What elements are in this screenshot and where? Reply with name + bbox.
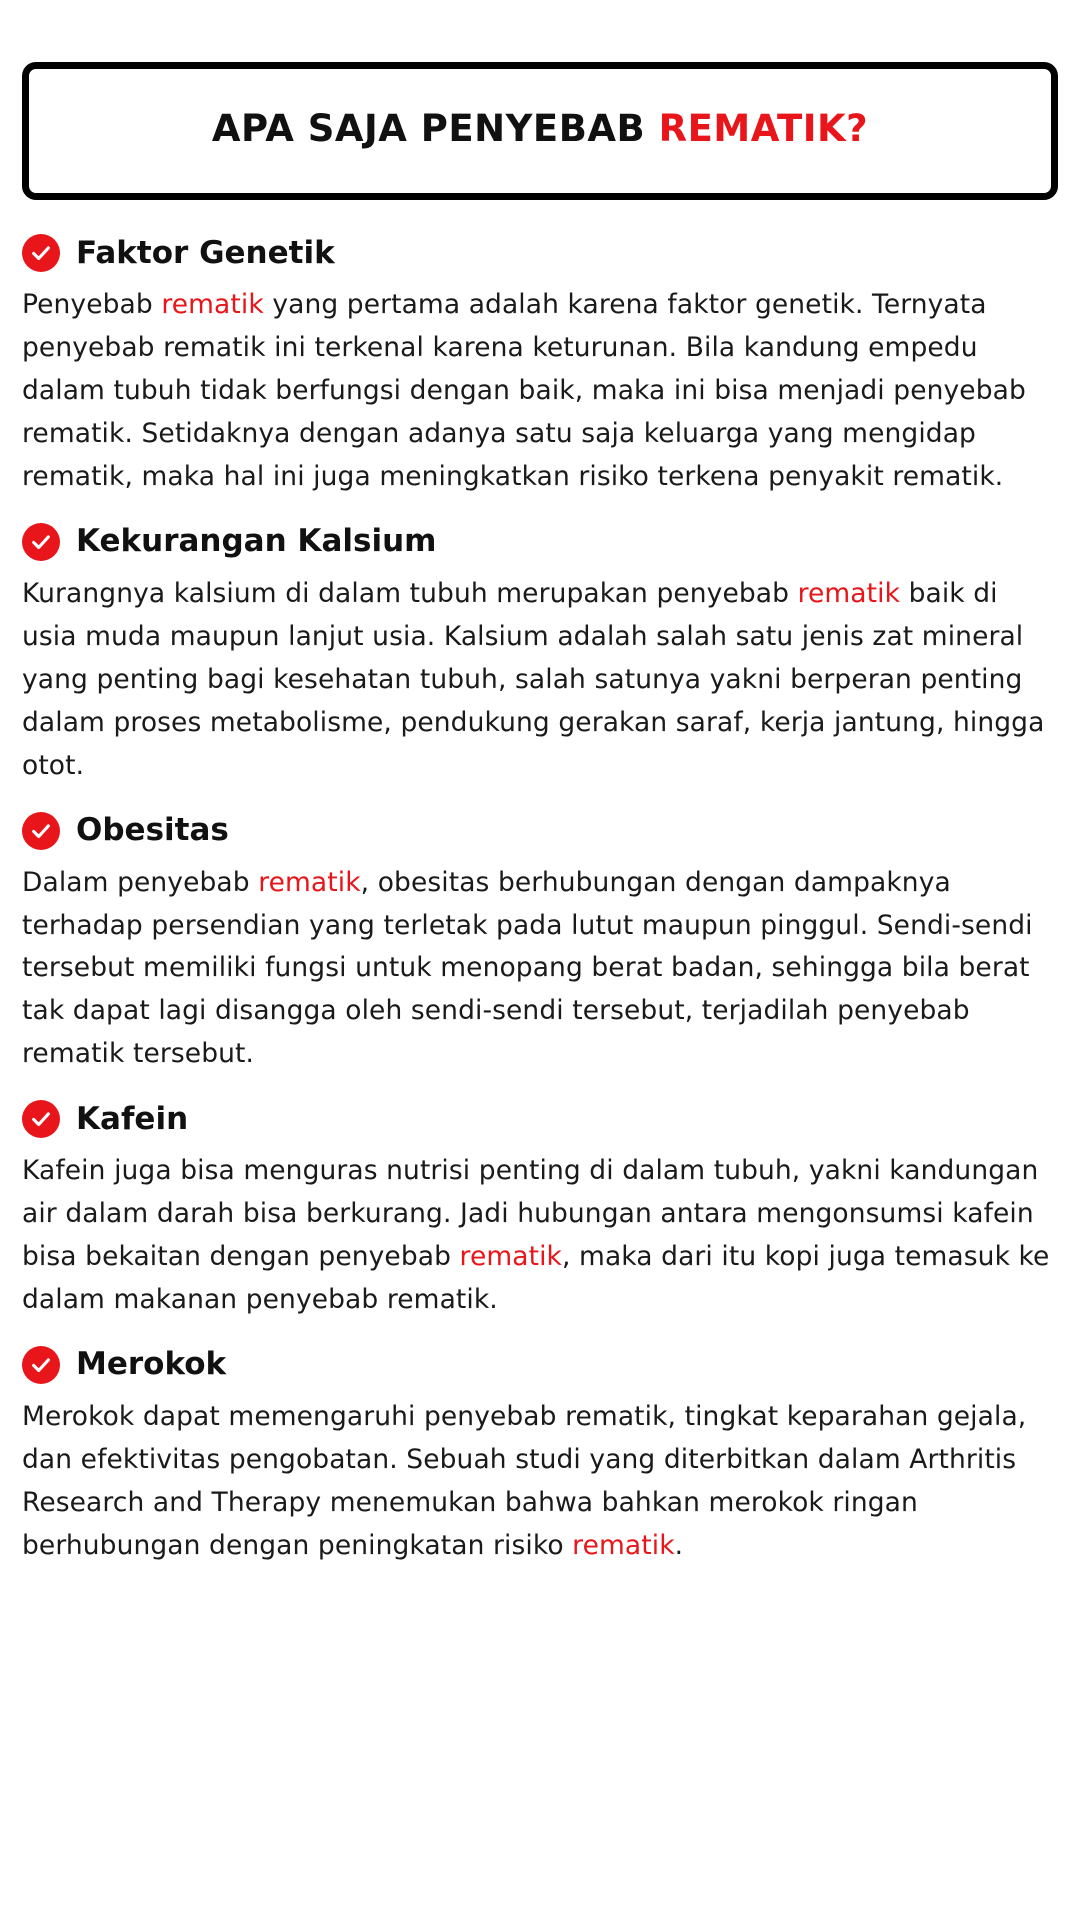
section: [22, 523, 1058, 788]
keyword-highlight: rematik: [459, 1241, 562, 1273]
section-heading: [22, 1346, 1058, 1384]
keyword-highlight: rematik: [797, 578, 901, 609]
paragraph-text: Kurangnya kalsium di dalam tubuh merupakan penyebab: [22, 578, 798, 609]
section-paragraph: [22, 284, 1058, 499]
paragraph-text: Penyebab: [22, 289, 162, 321]
check-circle-icon: [22, 1346, 60, 1384]
section-title: Merokok: [76, 1346, 227, 1383]
section: [22, 812, 1058, 1077]
check-circle-icon: [22, 1100, 60, 1138]
section-title: Kekurangan Kalsium: [76, 523, 437, 560]
section-paragraph: [22, 1396, 1058, 1568]
section-heading: [22, 523, 1058, 561]
paragraph-text: Dalam penyebab: [22, 866, 259, 898]
paragraph-text: baik di usia muda maupun lanjut usia. Kalsium adalah salah satu jenis zat mineral yang penting bagi kesehatan tubuh, salah satunya yakni berperan penting dalam proses metabolisme, pendukung gerakan saraf, kerja jantung, hingga otot.: [22, 578, 1045, 781]
section: [22, 234, 1058, 499]
section-title: Faktor Genetik: [76, 234, 335, 271]
page-title-highlight: REMATIK?: [658, 107, 869, 150]
keyword-highlight: rematik: [258, 866, 361, 898]
section-title: Kafein: [76, 1100, 189, 1137]
keyword-highlight: rematik: [572, 1529, 675, 1561]
check-circle-icon: [22, 234, 60, 272]
paragraph-text: yang pertama adalah karena faktor genetik. Ternyata penyebab rematik ini terkenal karena keturunan. Bila kandung empedu dalam tubuh tidak berfungsi dengan baik, maka ini bisa menjadi penyebab rematik. Setidaknya dengan adanya satu saja keluarga yang mengidap rematik, maka hal ini juga meningkatkan risiko terkena penyakit rematik.: [22, 289, 1026, 493]
section-paragraph: [22, 1150, 1058, 1322]
check-circle-icon: [22, 812, 60, 850]
paragraph-text: Merokok dapat memengaruhi penyebab rematik, tingkat keparahan gejala, dan efektivitas pengobatan. Sebuah studi yang diterbitkan dalam Arthritis Research and Therapy menemukan bahwa bahkan merokok ringan berhubungan dengan peningkatan risiko: [22, 1400, 1027, 1561]
section-paragraph: [22, 573, 1058, 788]
section: [22, 1100, 1058, 1322]
keyword-highlight: rematik: [161, 289, 264, 321]
paragraph-text: , obesitas berhubungan dengan dampaknya terhadap persendian yang terletak pada lutut maupun pinggul. Sendi-sendi tersebut memiliki fungsi untuk menopang berat badan, sehingga bila berat tak dapat lagi disangga oleh sendi-sendi tersebut, terjadilah penyebab rematik tersebut.: [22, 866, 1033, 1070]
check-circle-icon: [22, 523, 60, 561]
section-heading: [22, 812, 1058, 850]
page-title-plain: APA SAJA PENYEBAB: [211, 107, 659, 150]
sections-container: [22, 234, 1058, 1567]
section: [22, 1346, 1058, 1568]
section-heading: [22, 234, 1058, 272]
paragraph-text: , maka dari itu kopi juga temasuk ke dalam makanan penyebab rematik.: [22, 1241, 1050, 1315]
section-paragraph: [22, 862, 1058, 1077]
page-title: [53, 107, 1027, 151]
section-heading: [22, 1100, 1058, 1138]
paragraph-text: .: [674, 1529, 684, 1561]
section-title: Obesitas: [76, 812, 229, 849]
paragraph-text: Kafein juga bisa menguras nutrisi penting di dalam tubuh, yakni kandungan air dalam darah bisa berkurang. Jadi hubungan antara mengonsumsi kafein bisa bekaitan dengan penyebab: [22, 1155, 1039, 1273]
title-banner: [22, 62, 1058, 200]
